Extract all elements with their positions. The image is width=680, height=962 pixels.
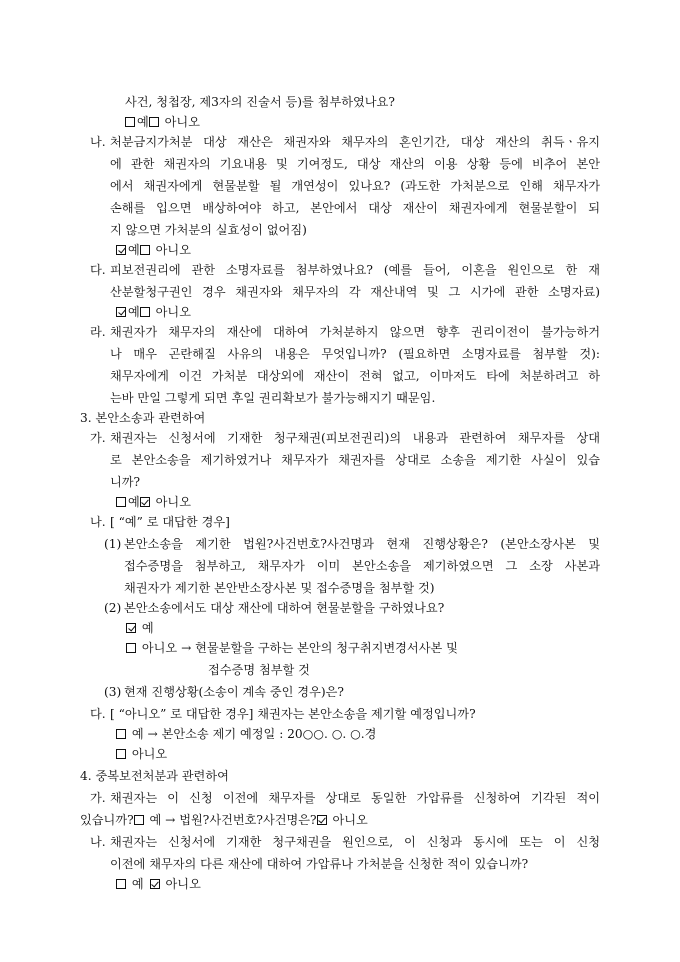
text-line: 로 본안소송을 제기하였거나 채무자가 채권자를 상대로 소송을 제기한 사실이 있습 (110, 453, 600, 467)
item-marker: 나. (90, 135, 106, 149)
checkbox[interactable] (116, 729, 126, 739)
text-line: 이전에 채무자의 다른 재산에 대하여 가압류나 가처분을 신청한 적이 있습니까? (110, 857, 529, 871)
checkbox[interactable] (116, 749, 126, 759)
text-line: 처분금지가처분 대상 재산은 채권자와 채무자의 혼인기간, 대상 재산의 취득ㆍ유지 (110, 135, 600, 149)
checkbox-row: 예 아니오 (116, 876, 201, 892)
text-line: 니까? (110, 475, 141, 489)
item-marker: 다. (90, 707, 106, 721)
text-line: 손해를 입으면 배상하여야 하고, 본안에서 대상 재산이 채권자에게 현물분할이 되 (110, 201, 600, 215)
text-line: 현재 진행상황(소송이 계속 중인 경우)은? (124, 685, 344, 699)
text-line: 본안소송을 제기한 법원?사건번호?사건명과 현재 진행상황은? (본안소장사본 및 (124, 537, 600, 551)
item-marker: 나. (90, 835, 106, 849)
checkbox-checked[interactable] (116, 307, 126, 317)
text-line: 본안소송에서도 대상 재산에 대하여 현물분할을 구하였나요? (124, 601, 445, 615)
checkbox[interactable] (116, 497, 126, 507)
text-line: 채권자는 신청서에 기재한 청구채권을 원인으로, 이 신청과 동시에 또는 이 신청 (110, 835, 600, 849)
checkbox[interactable] (149, 117, 159, 127)
checkbox[interactable] (125, 117, 135, 127)
checkbox-row: 예 (126, 620, 154, 636)
section-heading: 4. 중복보전처분과 관련하여 (80, 769, 229, 783)
checkbox-checked[interactable] (140, 497, 150, 507)
checkbox-checked[interactable] (150, 879, 160, 889)
item-marker: (3) (104, 685, 122, 699)
checkbox-row: 예 → 본안소송 제기 예정일 : 20○○. ○. ○.경 (116, 726, 376, 742)
checkbox-row: 예 아니오 (116, 304, 191, 320)
text-line: 산분할청구권인 경우 채권자와 채무자의 각 재산내역 및 그 시가에 관한 소명자료) (110, 285, 600, 299)
checkbox-row: 예 아니오 (116, 494, 191, 510)
text-line: 채무자에게 이건 가처분 대상외에 재산이 전혀 없고, 이마저도 타에 처분하려고 하 (110, 369, 600, 383)
checkbox-row: 예 아니오 (116, 242, 191, 258)
text-line: 채권자는 이 신청 이전에 채무자를 상대로 동일한 가압류를 신청하여 기각된 적이 (110, 791, 600, 805)
checkbox-row: 예 아니오 (125, 114, 200, 130)
text-line: 접수증명 첨부할 것 (208, 663, 310, 677)
text-line: 채권자가 제기한 본안반소장사본 및 접수증명을 첨부할 것) (124, 581, 435, 595)
item-marker: (1) (104, 537, 122, 551)
checkbox[interactable] (116, 879, 126, 889)
item-marker: 가. (90, 431, 106, 445)
item-marker: 나. (90, 515, 106, 529)
text-line: 채권자는 신청서에 기재한 청구채권(피보전권리)의 내용과 관련하여 채무자를 상대 (110, 431, 600, 445)
text-line: 에서 채권자에게 현물분할 될 개연성이 있나요? (과도한 가처분으로 인해 채무자가 (110, 179, 600, 193)
item-marker: 다. (90, 263, 106, 277)
text-line: 나 매우 곤란해질 사유의 내용은 무엇입니까? (필요하면 소명자료를 첨부할 것): (110, 347, 600, 361)
checkbox[interactable] (140, 307, 150, 317)
checkbox-checked[interactable] (317, 815, 327, 825)
text-line: 피보전권리에 관한 소명자료를 첨부하였나요? (예를 들어, 이혼을 원인으로 한 재 (110, 263, 600, 277)
text-line: 채권자가 채무자의 재산에 대하여 가처분하지 않으면 향후 권리이전이 불가능하거 (110, 325, 600, 339)
item-marker: 가. (90, 791, 106, 805)
item-marker: (2) (104, 601, 122, 615)
section-heading: 3. 본안소송과 관련하여 (80, 411, 206, 425)
text-line: 접수증명을 첨부하고, 채무자가 이미 본안소송을 제기하였으면 그 소장 사본과 (124, 559, 600, 573)
text-line: [ “아니오” 로 대답한 경우] 채권자는 본안소송을 제기할 예정입니까? (110, 707, 476, 721)
text-line: 는바 만일 그렇게 되면 후일 권리확보가 불가능해지기 때문임. (110, 391, 436, 405)
item-marker: 라. (90, 325, 106, 339)
checkbox-row: 있습니까? 예 → 법원?사건번호?사건명은? 아니오 (80, 813, 368, 827)
text-line: [ “예” 로 대답한 경우] (110, 515, 230, 529)
checkbox-row: 아니오 → 현물분할을 구하는 본안의 청구취지변경서사본 및 (126, 640, 458, 656)
checkbox[interactable] (140, 245, 150, 255)
checkbox-checked[interactable] (126, 623, 136, 633)
text-line: 에 관한 채권자의 기요내용 및 기여정도, 대상 재산의 이용 상황 등에 비추어 본안 (110, 157, 600, 171)
checkbox-row: 아니오 (116, 746, 167, 762)
text-line: 사건, 청첩장, 제3자의 진술서 등)를 첨부하였나요? (125, 95, 395, 109)
checkbox-checked[interactable] (116, 245, 126, 255)
checkbox[interactable] (134, 815, 144, 825)
checkbox[interactable] (126, 643, 136, 653)
text-line: 지 않으면 가처분의 실효성이 없어짐) (110, 223, 307, 237)
